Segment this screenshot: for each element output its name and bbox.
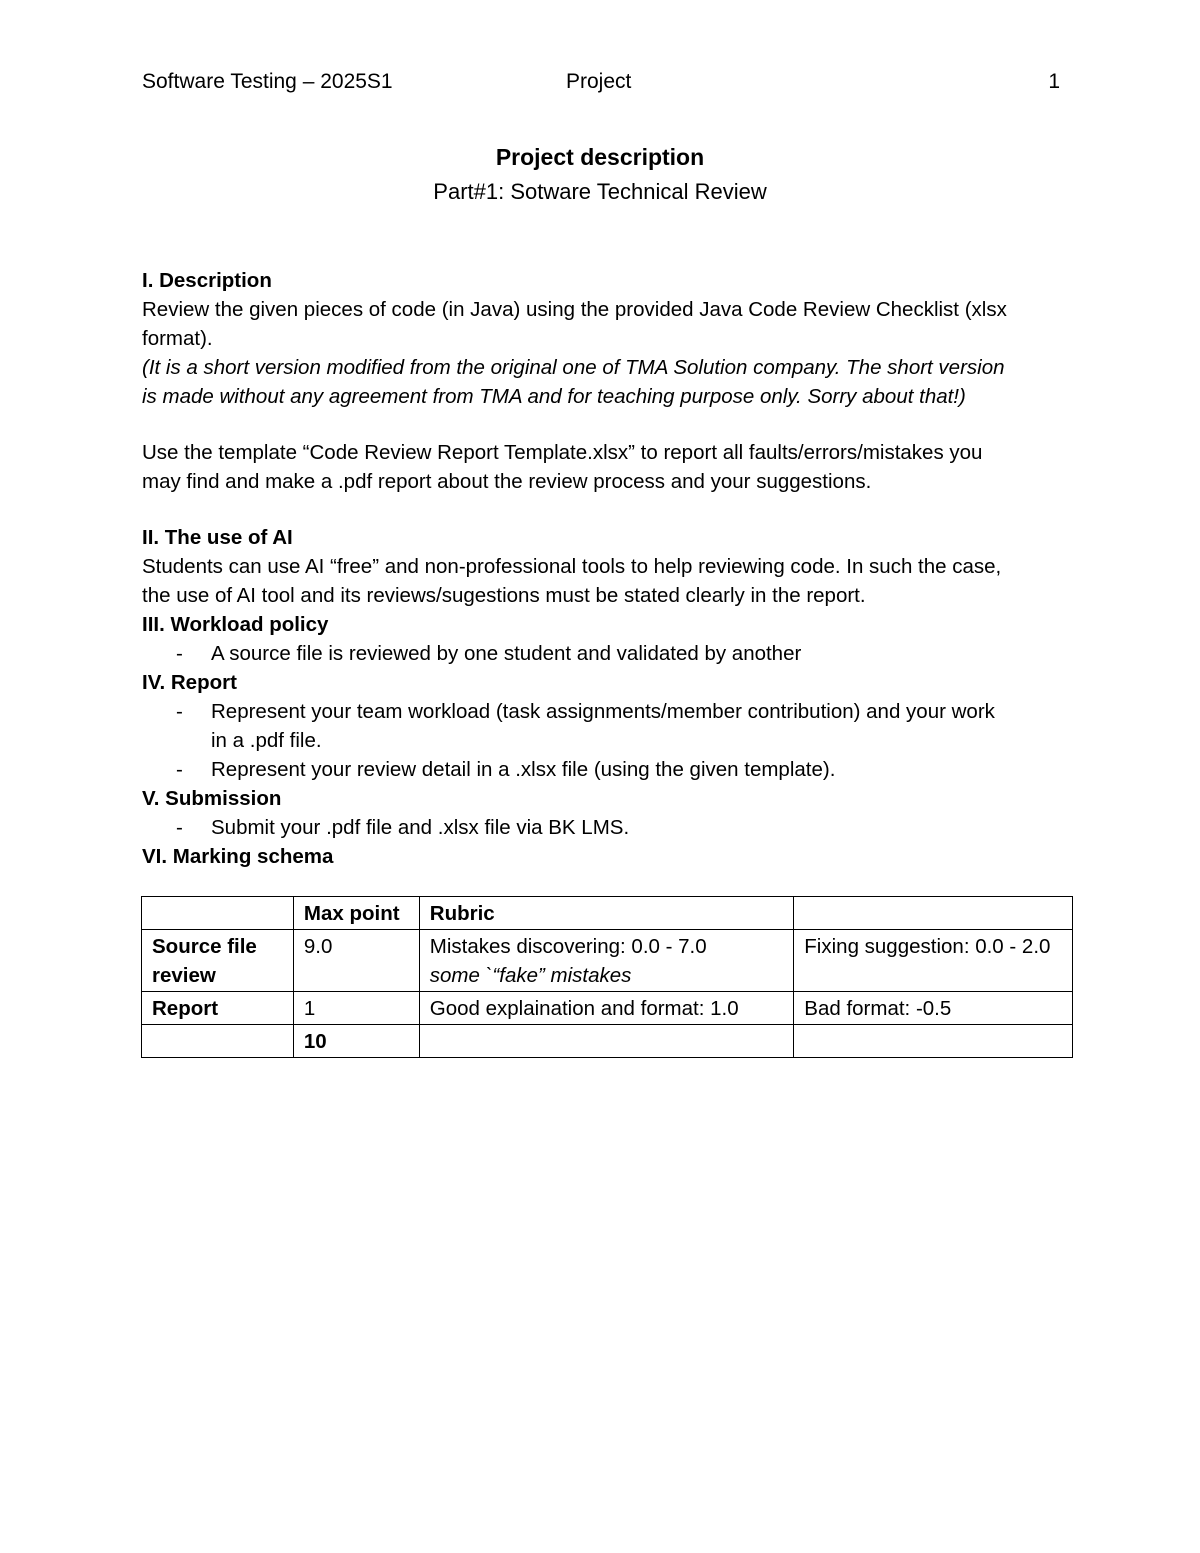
document-body: [142, 266, 1072, 871]
table-header-cell: [794, 897, 1073, 930]
description-note-line: is made without any agreement from TMA and for teaching purpose only. Sorry about that!): [142, 385, 966, 408]
section-submission-heading: V. Submission: [142, 787, 282, 810]
ai-line: Students can use AI “free” and non-professional tools to help reviewing code. In such the case,: [142, 555, 1002, 578]
report-bullet-continuation: in a .pdf file.: [211, 729, 322, 752]
table-row-label: Source file review: [142, 930, 294, 992]
table-row-extra: Bad format: -0.5: [794, 992, 1073, 1025]
page-header: [142, 70, 1060, 100]
bullet-dash: -: [176, 816, 183, 839]
report-bullet-text: Represent your review detail in a .xlsx file (using the given template).: [211, 758, 836, 781]
workload-bullet: [142, 639, 1072, 668]
submission-bullet-text: Submit your .pdf file and .xlsx file via BK LMS.: [211, 816, 630, 839]
table-header-cell: Max point: [293, 897, 419, 930]
table-header-row: [142, 897, 1073, 930]
description-line: format).: [142, 327, 213, 350]
description-note-line: (It is a short version modified from the original one of TMA Solution company. The short version: [142, 356, 1005, 379]
spacer: [142, 411, 1072, 438]
table-row-total: 10: [293, 1025, 419, 1058]
bullet-dash: -: [176, 758, 183, 781]
header-course: Software Testing – 2025S1: [142, 70, 393, 93]
bullet-dash: -: [176, 700, 183, 723]
section-marking-heading: VI. Marking schema: [142, 845, 334, 868]
table-row-extra: [794, 1025, 1073, 1058]
bullet-dash: -: [176, 642, 183, 665]
description-template-line: Use the template “Code Review Report Template.xlsx” to report all faults/errors/mistakes you: [142, 441, 983, 464]
section-workload-heading: III. Workload policy: [142, 613, 329, 636]
table-header-cell: [142, 897, 294, 930]
report-bullet: [142, 755, 1072, 784]
rubric-note: some `“fake” mistakes: [429, 964, 632, 987]
table-row-label: [142, 1025, 294, 1058]
spacer: [142, 496, 1072, 523]
table-header-cell: Rubric: [419, 897, 794, 930]
header-center: Project: [566, 70, 632, 93]
table-row-rubric: [419, 930, 794, 992]
section-ai-heading: II. The use of AI: [142, 526, 293, 549]
section-description-heading: I. Description: [142, 269, 272, 292]
rubric-line: Mistakes discovering: 0.0 - 7.0: [429, 935, 707, 958]
submission-bullet: [142, 813, 1072, 842]
header-page-number: 1: [1048, 70, 1060, 93]
description-template-line: may find and make a .pdf report about the review process and your suggestions.: [142, 470, 872, 493]
description-line: Review the given pieces of code (in Java) using the provided Java Code Review Checklist (xlsx: [142, 298, 1007, 321]
ai-line: the use of AI tool and its reviews/sugestions must be stated clearly in the report.: [142, 584, 866, 607]
document-title: Project description: [495, 144, 705, 170]
table-row-rubric: Good explaination and format: 1.0: [419, 992, 794, 1025]
table-row-points: 1: [293, 992, 419, 1025]
report-bullet-text: Represent your team workload (task assignments/member contribution) and your work: [211, 700, 995, 723]
marking-schema-table: [141, 896, 1073, 1058]
table-row: [142, 1025, 1073, 1058]
workload-bullet-text: A source file is reviewed by one student and validated by another: [211, 642, 802, 665]
table-row-extra: Fixing suggestion: 0.0 - 2.0: [794, 930, 1073, 992]
report-bullet: [142, 697, 1072, 726]
document-subtitle: Part#1: Sotware Technical Review: [433, 179, 767, 204]
table-row: [142, 992, 1073, 1025]
section-report-heading: IV. Report: [142, 671, 237, 694]
table-row-rubric: [419, 1025, 794, 1058]
table-row-points: 9.0: [293, 930, 419, 992]
table-row-label: Report: [142, 992, 294, 1025]
table-row: [142, 930, 1073, 992]
